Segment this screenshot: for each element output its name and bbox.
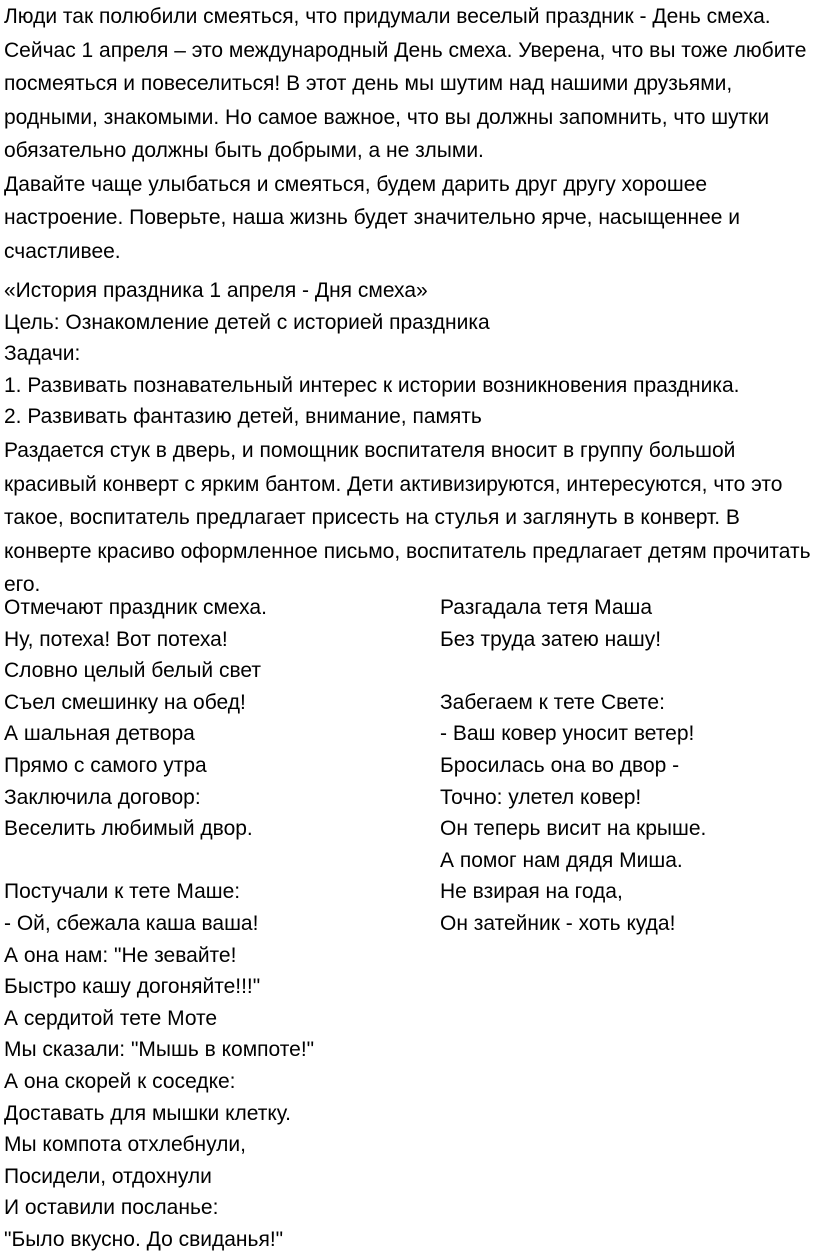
poem-line: Отмечают праздник смеха. bbox=[4, 596, 267, 619]
poem-line: Бросилась она во двор - bbox=[440, 753, 680, 777]
poem-line: Заключила договор: bbox=[4, 785, 201, 809]
task-item-1: 1. Развивать познавательный интерес к истории возникновения праздника. bbox=[4, 373, 740, 397]
poem-line: Разгадала тетя Маша bbox=[440, 596, 653, 619]
poem-line: Съел смешинку на обед! bbox=[4, 690, 246, 714]
stanza-gap bbox=[4, 845, 424, 877]
poem-line: Доставать для мышки клетку. bbox=[4, 1101, 292, 1125]
poem-line: Мы сказали: "Мышь в компоте!" bbox=[4, 1038, 315, 1062]
poem-stanza bbox=[440, 687, 810, 940]
poem-right-column bbox=[440, 592, 810, 940]
scene-description bbox=[4, 434, 812, 602]
poem-line: "Было вкусно. До свиданья!" bbox=[4, 1227, 284, 1251]
poem-stanza bbox=[440, 592, 810, 655]
poem-line: Быстро кашу догоняйте!!!" bbox=[4, 975, 261, 999]
poem-line: Он затейник - хоть куда! bbox=[440, 911, 676, 935]
poem-line: Мы компота отхлебнули, bbox=[4, 1133, 246, 1157]
poem-line: А сердитой тете Моте bbox=[4, 1006, 218, 1030]
poem-line: И оставили посланье: bbox=[4, 1196, 219, 1220]
poem-line: А она нам: "Не зевайте! bbox=[4, 943, 237, 967]
poem-line: Веселить любимый двор. bbox=[4, 817, 253, 841]
poem-line: Без труда затею нашу! bbox=[440, 627, 662, 651]
poem-line: - Ваш ковер уносит ветер! bbox=[440, 722, 695, 746]
poem-line: Посидели, отдохнули bbox=[4, 1164, 212, 1188]
intro-text bbox=[4, 0, 812, 268]
poem-line: А помог нам дядя Миша. bbox=[440, 848, 683, 872]
poem-line: Точно: улетел ковер! bbox=[440, 785, 642, 809]
scene-paragraph: Раздается стук в дверь, и помощник воспитателя вносит в группу большой красивый конверт с ярким бантом. Дети активизируются, интересуются, что это такое, воспитатель предлагает присесть на стулья и заглянуть в конверт. В конверте красиво оформленное письмо, воспитатель предлагает детям прочитать его. bbox=[4, 439, 811, 596]
poem-line: - Ой, сбежала каша ваша! bbox=[4, 911, 259, 935]
poem-line: Он теперь висит на крыше. bbox=[440, 817, 707, 841]
intro-paragraph-1: Люди так полюбили смеяться, что придумали веселый праздник - День смеха. Сейчас 1 апреля – это международный День смеха. Уверена, что вы тоже любите посмеяться и повеселиться! В этот день мы шутим над нашими друзьями, родными, знакомыми. Но самое важное, что вы должны запомнить, что шутки обязательно должны быть добрыми, а не злыми. bbox=[4, 5, 807, 162]
poem-stanza bbox=[4, 876, 424, 1255]
poem-stanza bbox=[4, 592, 424, 845]
lesson-title: «История праздника 1 апреля - Дня смеха» bbox=[4, 279, 428, 302]
stanza-gap bbox=[440, 655, 810, 687]
poem-line: Забегаем к тете Свете: bbox=[440, 690, 665, 714]
poem-left-column bbox=[4, 592, 424, 1255]
poem-line: Не взирая на года, bbox=[440, 880, 623, 904]
task-item-2: 2. Развивать фантазию детей, внимание, память bbox=[4, 405, 482, 429]
poem-line: Прямо с самого утра bbox=[4, 753, 207, 777]
lesson-goal: Цель: Ознакомление детей с историей праздника bbox=[4, 310, 490, 334]
poem-line: Словно целый белый свет bbox=[4, 659, 261, 683]
poem-line: А шальная детвора bbox=[4, 722, 195, 746]
poem-line: А она скорей к соседке: bbox=[4, 1069, 236, 1093]
poem-line: Ну, потеха! Вот потеха! bbox=[4, 627, 228, 651]
poem-line: Постучали к тете Маше: bbox=[4, 880, 241, 904]
intro-paragraph-2: Давайте чаще улыбаться и смеяться, будем дарить друг другу хорошее настроение. Поверьте, наша жизнь будет значительно ярче, насыщеннее и счастливее. bbox=[4, 172, 741, 263]
lesson-plan bbox=[4, 275, 812, 433]
tasks-label: Задачи: bbox=[4, 342, 81, 366]
